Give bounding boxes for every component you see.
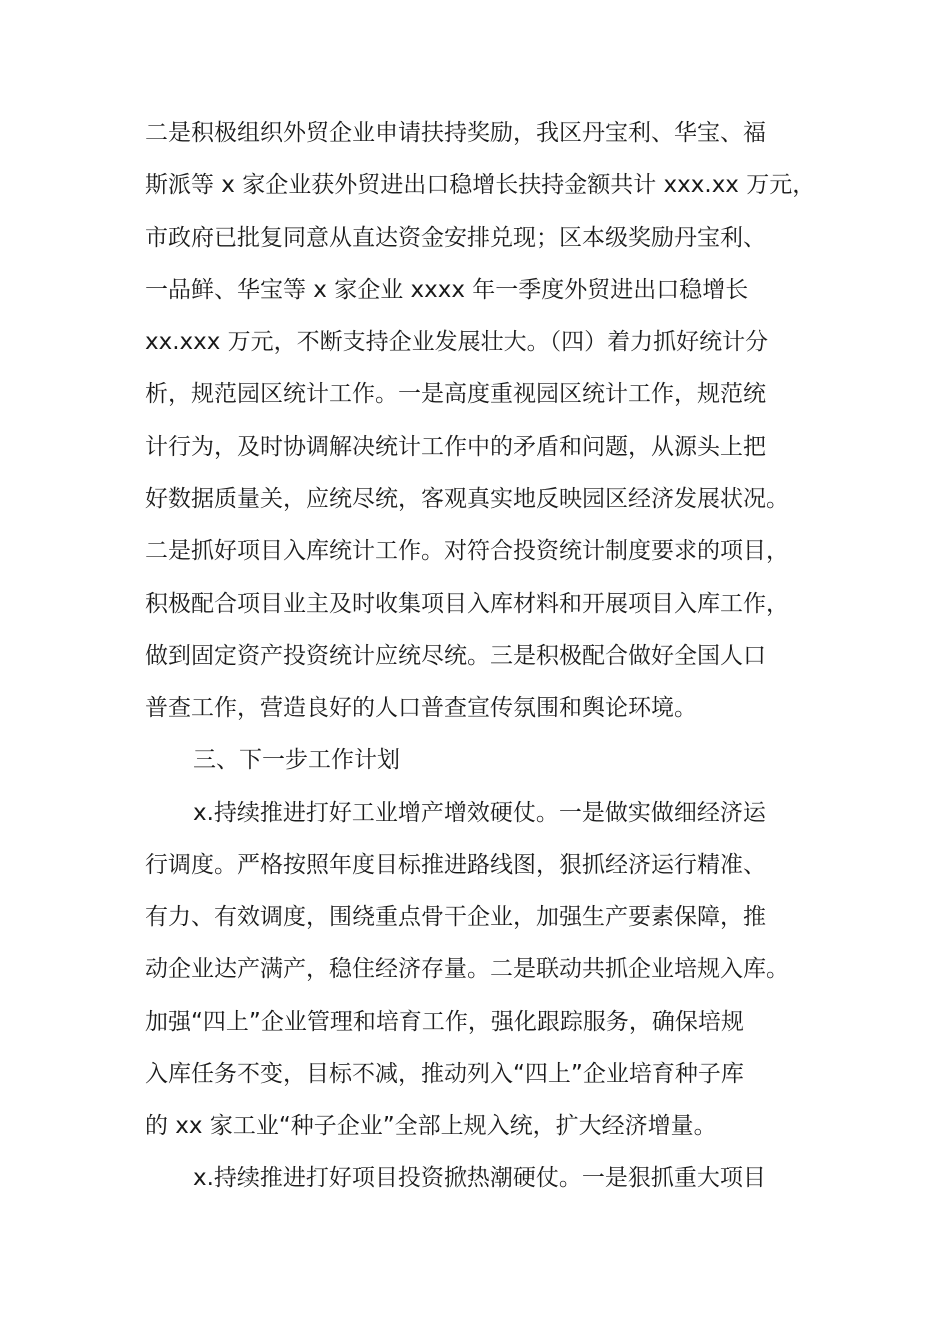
- text-line: 二是抓好项目入库统计工作。对符合投资统计制度要求的项目，: [145, 538, 789, 564]
- text-line: 普查工作，营造良好的人口普查宣传氛围和舆论环境。: [145, 695, 697, 721]
- text-line: xx.xxx 万元，不断支持企业发展壮大。（四）着力抓好统计分: [145, 329, 769, 355]
- text-line: 行调度。严格按照年度目标推进路线图，狠抓经济运行精准、: [145, 852, 766, 878]
- text-line: 斯派等 x 家企业获外贸进出口稳增长扶持金额共计 xxx.xx 万元，: [145, 172, 816, 198]
- text-line: 市政府已批复同意从直达资金安排兑现；区本级奖励丹宝利、: [145, 225, 766, 251]
- text-line: 加强“四上”企业管理和培育工作，强化跟踪服务，确保培规: [145, 1009, 744, 1035]
- text-line: 好数据质量关，应统尽统，客观真实地反映园区经济发展状况。: [145, 486, 789, 512]
- text-line: 积极配合项目业主及时收集项目入库材料和开展项目入库工作，: [145, 591, 789, 617]
- text-line: 有力、有效调度，围绕重点骨干企业，加强生产要素保障，推: [145, 904, 766, 930]
- text-line: 做到固定资产投资统计应统尽统。三是积极配合做好全国人口: [145, 643, 766, 669]
- text-line: 动企业达产满产，稳住经济存量。二是联动共抓企业培规入库。: [145, 956, 789, 982]
- text-line: 的 xx 家工业“种子企业”全部上规入统，扩大经济增量。: [145, 1113, 717, 1139]
- text-line: 析，规范园区统计工作。一是高度重视园区统计工作，规范统: [145, 381, 766, 407]
- text-line: x.持续推进打好项目投资掀热潮硬仗。一是狠抓重大项目: [193, 1165, 766, 1191]
- text-line: 二是积极组织外贸企业申请扶持奖励，我区丹宝利、华宝、福: [145, 120, 766, 146]
- text-line: x.持续推进打好工业增产增效硬仗。一是做实做细经济运: [193, 800, 766, 826]
- section-heading: 三、下一步工作计划: [193, 747, 400, 773]
- text-line: 一品鲜、华宝等 x 家企业 xxxx 年一季度外贸进出口稳增长: [145, 277, 749, 303]
- text-line: 入库任务不变，目标不减，推动列入“四上”企业培育种子库: [145, 1061, 744, 1087]
- text-line: 计行为，及时协调解决统计工作中的矛盾和问题，从源头上把: [145, 434, 766, 460]
